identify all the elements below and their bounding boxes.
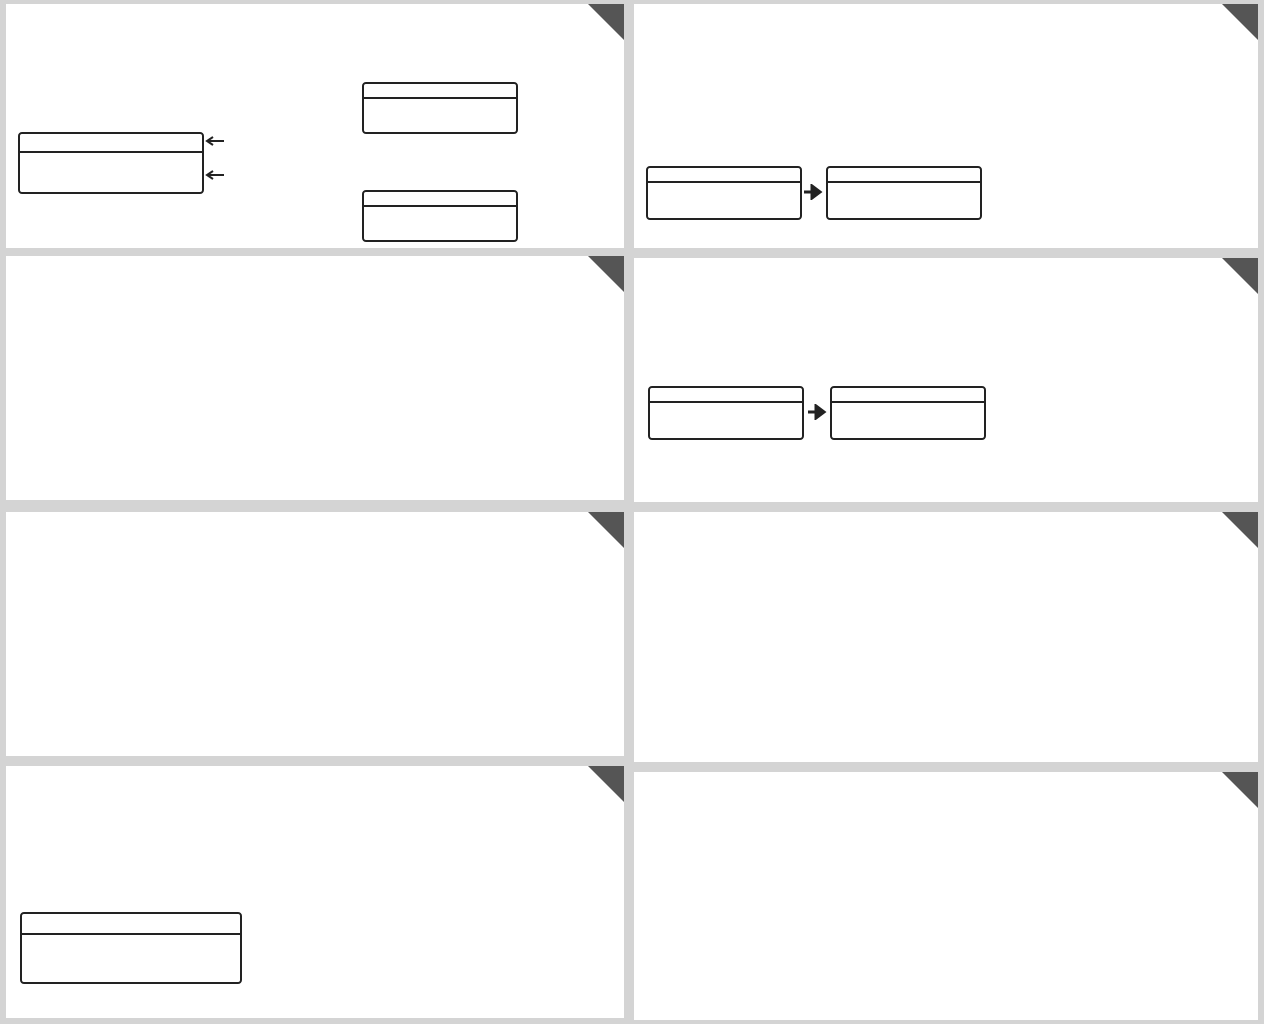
arrow-left-icon	[204, 170, 226, 180]
card-number	[588, 512, 624, 548]
soroban-34	[648, 386, 804, 440]
card-3	[6, 512, 624, 756]
card-1	[6, 4, 624, 248]
card-6	[634, 258, 1258, 502]
arrow-right-icon	[808, 404, 828, 420]
soroban-13	[830, 386, 986, 440]
card-number	[588, 4, 624, 40]
card-5	[634, 4, 1258, 248]
card-number	[588, 256, 624, 292]
soroban-diagram	[18, 132, 204, 194]
soroban-number-15	[362, 190, 518, 242]
card-number	[1222, 4, 1258, 40]
soroban-35	[826, 166, 982, 220]
card-number	[1222, 512, 1258, 548]
card-number	[588, 766, 624, 802]
arrow-left-icon	[204, 136, 226, 146]
soroban-22	[646, 166, 802, 220]
arrow-right-icon	[804, 184, 824, 200]
card-7	[634, 512, 1258, 762]
soroban-number-3	[362, 82, 518, 134]
card-number	[1222, 258, 1258, 294]
card-number	[1222, 772, 1258, 808]
card-8	[634, 772, 1258, 1020]
soroban-6482	[20, 912, 242, 984]
card-2	[6, 256, 624, 500]
card-4	[6, 766, 624, 1018]
